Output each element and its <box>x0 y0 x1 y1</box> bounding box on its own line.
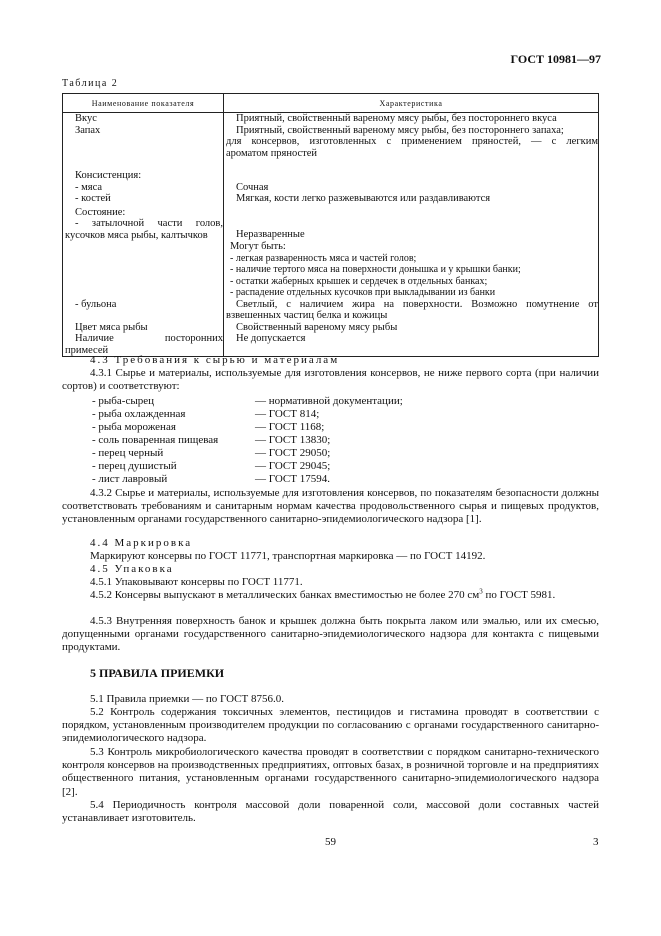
row-name: Цвет мяса рыбы <box>75 321 148 333</box>
section-title-4-3: 4.3 Требования к сырью и материалам <box>90 354 340 366</box>
row-value-line: ароматом пряностей <box>226 147 318 159</box>
paragraph-5-2: 5.2 Контроль содержания токсичных элементов, пестицидов и гистамина проводят в соответствии с порядком, установленным производителем продукции по согласованию с органами государственного санитарно-эпидемиологического надзора. <box>62 706 599 745</box>
list-item: - рыба охлажденная — ГОСТ 814; <box>92 408 320 420</box>
table-row <box>63 125 599 160</box>
row-value-line: Приятный, свойственный вареному мясу рыбы, без постороннего запаха; <box>236 124 564 136</box>
table-row <box>63 299 599 322</box>
row-value: Свойственный вареному мясу рыбы <box>236 321 398 333</box>
row-value: Сочная <box>236 181 269 193</box>
row-name: Консистенция: <box>75 170 142 181</box>
row-name: - мяса <box>75 181 103 193</box>
section-title-5: 5 ПРАВИЛА ПРИЕМКИ <box>90 666 225 680</box>
row-value-line: Могут быть: <box>230 241 286 252</box>
table-row <box>63 333 599 357</box>
paragraph-4-4: Маркируют консервы по ГОСТ 11771, транспортная маркировка — по ГОСТ 14192. <box>90 550 486 562</box>
table-row <box>63 241 599 299</box>
table-row <box>63 113 599 125</box>
table-row <box>63 159 599 182</box>
page-number-center: 59 <box>325 836 336 848</box>
paragraph-5-4: 5.4 Периодичность контроля массовой доли поваренной соли, массовой доли составных частей устанавливает изготовитель. <box>62 799 599 825</box>
paragraph-5-3: 5.3 Контроль микробиологического качества проводят в соответствии с порядком санитарно-технического контроля консервов на производственных предприятиях, оптовых базах, в розничной торговле и на предприятиях общественного питания, установленным органами государственного санитарно-эпидемиологического надзора [2]. <box>62 746 599 798</box>
table-row <box>63 322 599 334</box>
row-name-line: - затылочной части голов, <box>75 218 223 229</box>
row-value-line: - распадение отдельных кусочков при выкладывании из банки <box>230 287 496 298</box>
row-name: Состояние: <box>75 206 126 218</box>
row-name: - бульона <box>75 298 117 310</box>
row-value: Неразваренные <box>236 229 305 240</box>
row-value-line: - остатки жаберных крышек и сердечек в отдельных банках; <box>230 275 488 287</box>
list-item: - соль поваренная пищевая — ГОСТ 13830; <box>92 434 331 446</box>
column-header-characteristic: Характеристика <box>224 94 599 113</box>
paragraph-4-3-2: 4.3.2 Сырье и материалы, используемые для изготовления консервов, по показателям безопасности должны соответствовать требованиям и санитарным нормам качества продовольственного сырья и пищевых продуктов, установленным органами государственного санитарно-эпидемиологического надзора [1]. <box>62 487 599 526</box>
row-name: Вкус <box>75 113 97 124</box>
quality-table <box>62 93 599 357</box>
table-row <box>63 193 599 205</box>
page-number-right: 3 <box>593 836 599 848</box>
row-value: Мягкая, кости легко разжевываются или раздавливаются <box>236 193 491 204</box>
table-row <box>63 182 599 194</box>
row-value-line: - легкая разваренность мяса и частей голов; <box>230 252 417 264</box>
section-title-4-4: 4.4 Маркировка <box>90 537 193 549</box>
table-caption: Таблица 2 <box>62 78 119 89</box>
list-item: - перец душистый — ГОСТ 29045; <box>92 460 331 472</box>
row-value: Не допускается <box>236 333 306 344</box>
table-row <box>63 218 599 241</box>
paragraph-5-1: 5.1 Правила приемки — по ГОСТ 8756.0. <box>90 693 284 705</box>
document-code: ГОСТ 10981—97 <box>510 52 601 66</box>
row-name: - костей <box>75 193 111 204</box>
section-title-4-5: 4.5 Упаковка <box>90 563 174 575</box>
paragraph-4-5-1: 4.5.1 Упаковывают консервы по ГОСТ 11771. <box>90 576 303 588</box>
column-header-indicator: Наименование показателя <box>63 94 224 113</box>
list-item: - перец черный — ГОСТ 29050; <box>92 447 331 459</box>
row-value-line: Светлый, с наличием жира на поверхности. Возможно помутнение от <box>236 298 598 310</box>
paragraph-4-5-2: 4.5.2 Консервы выпускают в металлических банках вместимостью не более 270 $см^3$ по ГОСТ 5981. <box>90 587 556 601</box>
row-name: Запах <box>75 124 101 136</box>
row-value: Приятный, свойственный вареному мясу рыбы, без постороннего вкуса <box>236 113 557 124</box>
row-name-line: Наличие посторонних <box>75 333 223 344</box>
row-value-line: взвешенных частиц белка и кожицы <box>226 310 388 321</box>
list-item: - рыба мороженая — ГОСТ 1168; <box>92 421 325 433</box>
row-name-line: кусочков мяса рыбы, калтычков <box>65 229 208 241</box>
row-name-line: примесей <box>65 344 109 356</box>
row-value-line: - наличие тертого мяса на поверхности донышка и у крышки банки; <box>230 264 521 275</box>
table-row <box>63 205 599 219</box>
paragraph-4-5-3: 4.5.3 Внутренняя поверхность банок и крышек должна быть покрыта лаком или эмалью, или их смесью, допущенными органами государственного санитарно-эпидемиологического надзора для контакта с пищевыми продуктами. <box>62 615 599 654</box>
row-value-line: для консервов, изготовленных с применением пряностей, — с легким <box>226 136 598 147</box>
paragraph-4-3-1: 4.3.1 Сырье и материалы, используемые для изготовления консервов, не ниже первого сорта (при наличии сортов) и соответствуют: <box>62 367 599 393</box>
list-item: - рыба-сырец — нормативной документации; <box>92 395 403 407</box>
list-item: - лист лавровый — ГОСТ 17594. <box>92 473 330 485</box>
